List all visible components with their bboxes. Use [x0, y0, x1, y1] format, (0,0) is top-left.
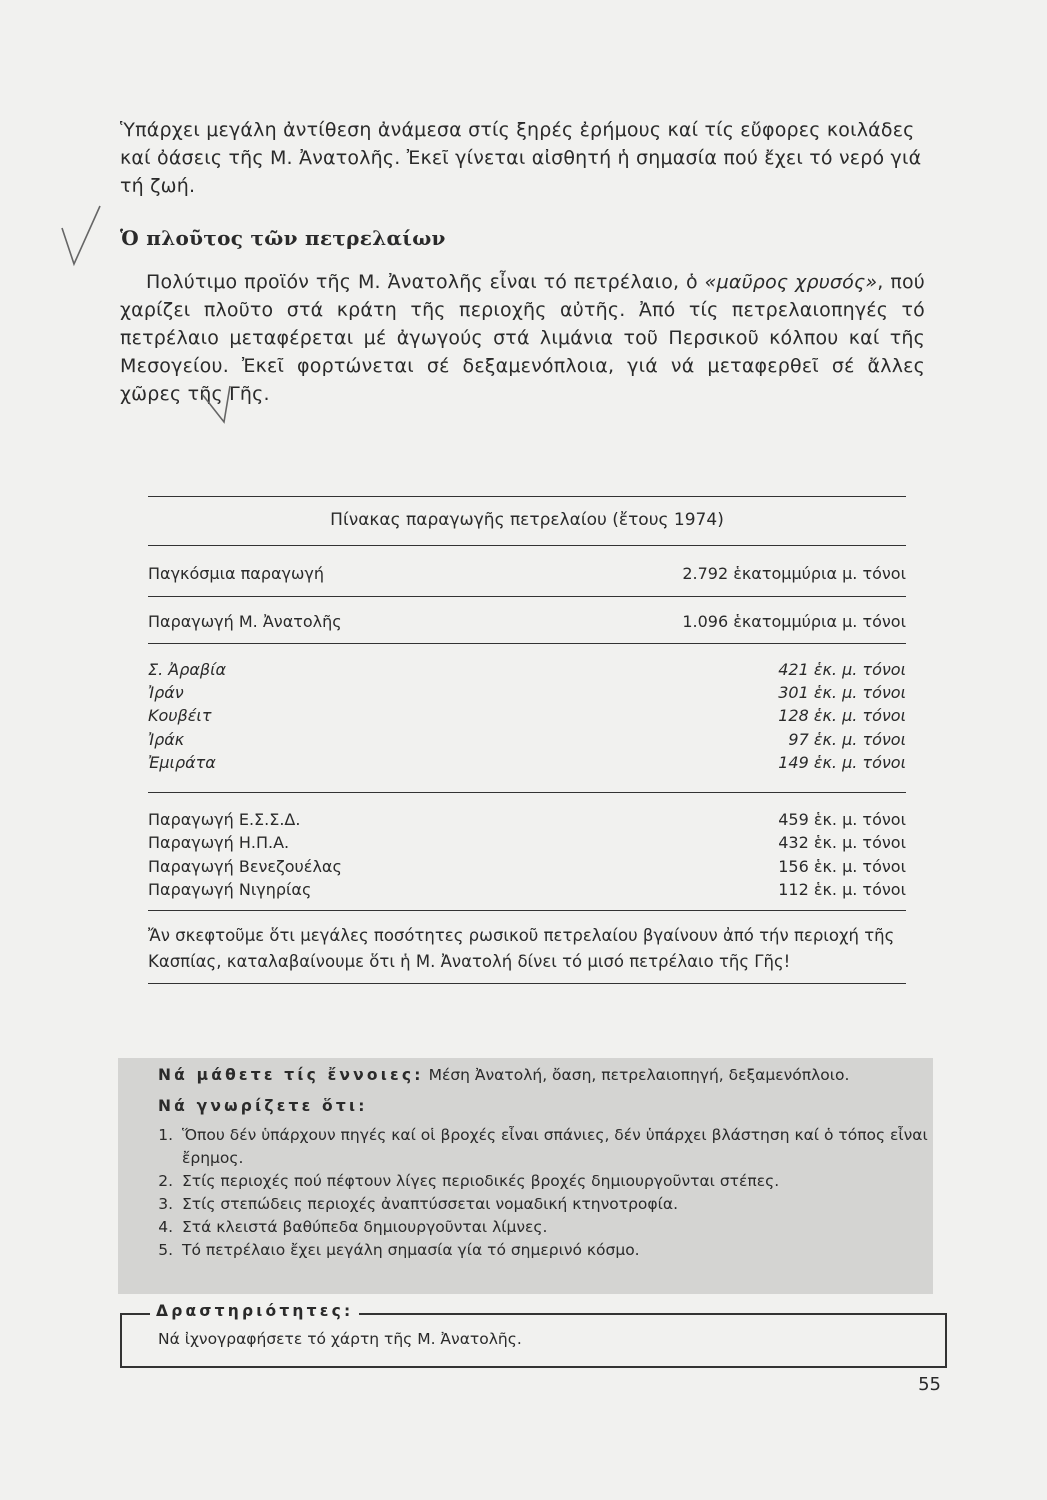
list-item: 5. Τό πετρέλαιο ἔχει μεγάλη σημασία γία τό σημερινό κόσμο.: [178, 1239, 928, 1262]
row-label: Ἐμιράτα: [148, 753, 216, 772]
row-value: 97 ἑκ. μ. τόνοι: [788, 730, 906, 749]
row-value: 432 ἑκ. μ. τόνοι: [778, 833, 906, 852]
row-country: [148, 730, 906, 752]
row-country: [148, 706, 906, 728]
table-note: Ἄν σκεφτοῦμε ὅτι μεγάλες ποσότητες ρωσικοῦ πετρελαίου βγαίνουν ἀπό τήν περιοχή τῆς Κασπίας, καταλαβαίνουμε ὅτι ἡ Μ. Ἀνατολή δίνει τό μισό πετρέλαιο τῆς Γῆς!: [148, 926, 895, 971]
row-value: 112 ἑκ. μ. τόνοι: [778, 880, 906, 899]
concepts-text: Μέση Ἀνατολή, ὄαση, πετρελαιοπηγή, δεξαμενόπλοιο.: [428, 1066, 850, 1084]
handwritten-check-icon-2: [196, 380, 256, 440]
row-value: 1.096 ἑκατομμύρια μ. τόνοι: [682, 612, 906, 631]
row-country: [148, 660, 906, 682]
table-rule: [148, 910, 906, 911]
row-label: Παραγωγή Μ. Ἀνατολῆς: [148, 612, 342, 631]
know-label: Νά γνωρίζετε ὅτι:: [158, 1097, 368, 1115]
table-rule-top: [148, 496, 906, 497]
paragraph-emphasis: «μαῦρος χρυσός»: [704, 271, 878, 293]
handwritten-check-icon: [58, 200, 108, 270]
row-value: 421 ἑκ. μ. τόνοι: [778, 660, 906, 679]
list-item: 4. Στά κλειστά βαθύπεδα δημιουργοῦνται λίμνες.: [178, 1216, 928, 1239]
row-country: [148, 683, 906, 705]
row-other: [148, 810, 906, 832]
paragraph-text-1: Πολύτιμο προϊόν τῆς Μ. Ἀνατολῆς εἶναι τό πετρέλαιο, ὁ: [146, 271, 705, 293]
row-value: 156 ἑκ. μ. τόνοι: [778, 857, 906, 876]
table-title: Πίνακας παραγωγῆς πετρελαίου (ἔτους 1974): [330, 510, 724, 530]
activities-text: Νά ἰχνογραφήσετε τό χάρτη τῆς Μ. Ἀνατολῆς.: [158, 1330, 522, 1348]
concepts-line: [158, 1064, 928, 1087]
list-item: 3. Στίς στεπώδεις περιοχές ἀναπτύσσεται νομαδική κτηνοτροφία.: [178, 1193, 928, 1216]
row-value: 459 ἑκ. μ. τόνοι: [778, 810, 906, 829]
row-label: Παραγωγή Η.Π.Α.: [148, 833, 290, 852]
row-label: Κουβέιτ: [148, 706, 212, 725]
row-label: Παραγωγή Ε.Σ.Σ.Δ.: [148, 810, 301, 829]
learning-box: [118, 1058, 933, 1294]
row-value: 301 ἑκ. μ. τόνοι: [778, 683, 906, 702]
row-other: [148, 880, 906, 902]
know-list: [158, 1124, 928, 1262]
row-world: [148, 564, 906, 586]
table-rule: [148, 596, 906, 597]
row-value: 128 ἑκ. μ. τόνοι: [778, 706, 906, 725]
intro-paragraph: Ὑπάρχει μεγάλη ἀντίθεση ἀνάμεσα στίς ξηρές ἐρήμους καί τίς εὔφορες κοιλάδες καί ὀάσεις τῆς Μ. Ἀνατολῆς. Ἐκεῖ γίνεται αἰσθητή ἡ σημασία πού ἔχει τό νερό γιά τή ζωή.: [120, 119, 922, 197]
row-middle-east: [148, 612, 906, 634]
row-label: Ἰράν: [148, 683, 184, 702]
row-country: [148, 753, 906, 775]
row-label: Σ. Ἀραβία: [148, 660, 227, 679]
activities-box: [120, 1302, 945, 1366]
page-number: 55: [918, 1374, 941, 1395]
row-label: Παραγωγή Βενεζουέλας: [148, 857, 342, 876]
table-rule: [148, 643, 906, 644]
paragraph-text-2: , πού χαρίζει πλοῦτο στά κράτη τῆς περιοχῆς αὐτῆς. Ἀπό τίς πετρελαιοπηγές τό πετρέλαιο μεταφέρεται μέ ἀγωγούς στά λιμάνια τοῦ Περσικοῦ κόλπου καί τῆς Μεσογείου. Ἐκεῖ φορτώνεται σέ δεξαμενόπλοια, γιά νά μεταφερθεῖ σέ ἄλλες χῶρες τῆς Γῆς.: [120, 271, 925, 405]
list-item: 1. Ὅπου δέν ὑπάρχουν πηγές καί οἱ βροχές εἶναι σπάνιες, δέν ὑπάρχει βλάστηση καί ὁ τόπος εἶναι ἔρημος.: [178, 1124, 928, 1170]
table-rule: [148, 792, 906, 793]
list-item: 2. Στίς περιοχές πού πέφτουν λίγες περιοδικές βροχές δημιουργοῦνται στέπες.: [178, 1170, 928, 1193]
row-label: Ἰράκ: [148, 730, 185, 749]
section-heading: Ὁ πλοῦτος τῶν πετρελαίων: [120, 226, 446, 250]
row-label: Παγκόσμια παραγωγή: [148, 564, 324, 583]
table-rule: [148, 545, 906, 546]
concepts-label: Νά μάθετε τίς ἔννοιες:: [158, 1066, 424, 1084]
activities-label: Δραστηριότητες:: [150, 1302, 359, 1320]
row-other: [148, 833, 906, 855]
row-value: 2.792 ἑκατομμύρια μ. τόνοι: [682, 564, 906, 583]
row-label: Παραγωγή Νιγηρίας: [148, 880, 312, 899]
row-other: [148, 857, 906, 879]
row-value: 149 ἑκ. μ. τόνοι: [778, 753, 906, 772]
table-rule-bottom: [148, 983, 906, 984]
